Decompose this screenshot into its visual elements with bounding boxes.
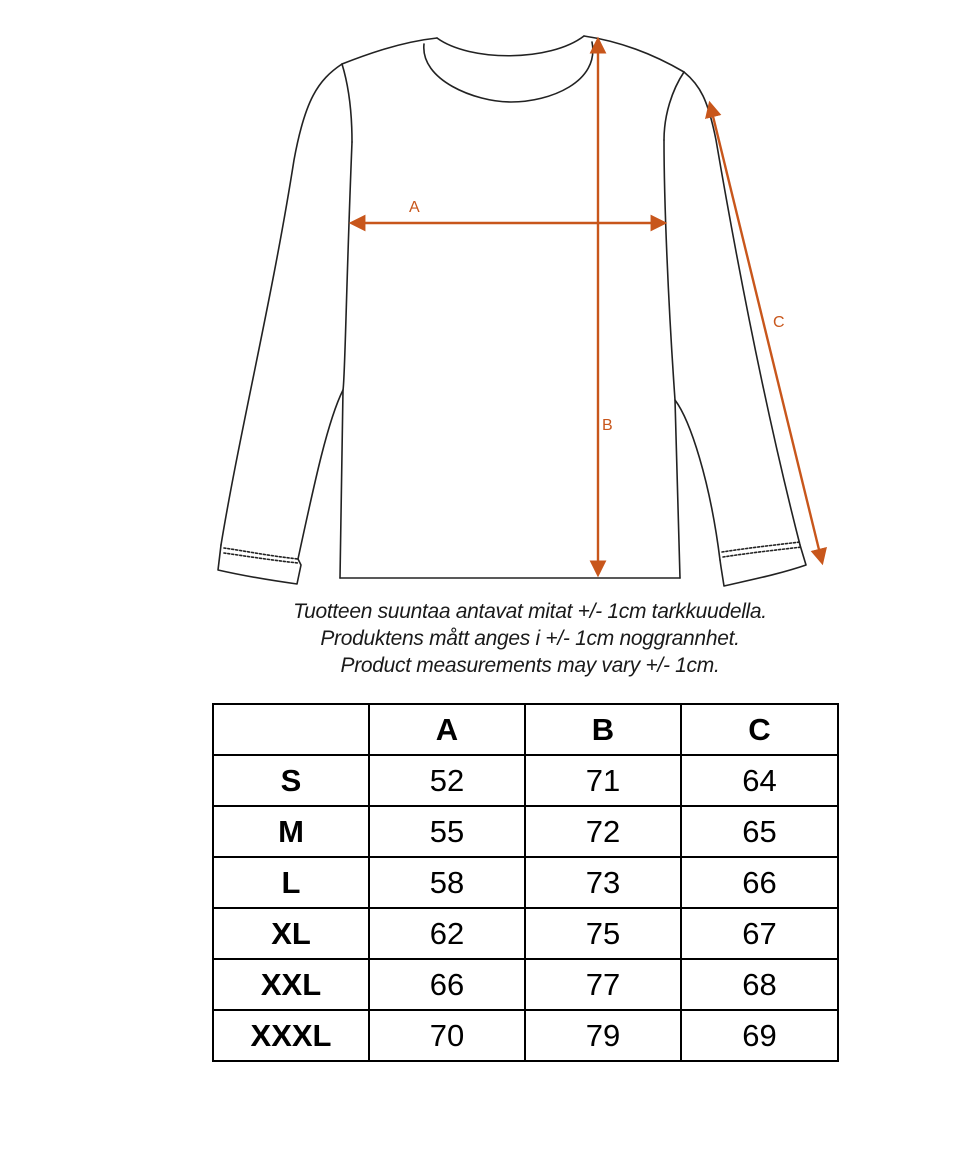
label-a: A [409, 199, 420, 216]
value-a-cell: 58 [369, 857, 525, 908]
value-c-cell: 65 [681, 806, 838, 857]
header-b: B [525, 704, 681, 755]
table-row [213, 806, 838, 857]
label-b: B [602, 417, 613, 434]
value-c-cell: 66 [681, 857, 838, 908]
measurement-notes [0, 598, 980, 679]
value-a-cell: 52 [369, 755, 525, 806]
size-cell: S [213, 755, 369, 806]
size-cell: XXL [213, 959, 369, 1010]
value-a-cell: 70 [369, 1010, 525, 1061]
value-b-cell: 77 [525, 959, 681, 1010]
note-finnish: Tuotteen suuntaa antavat mitat +/- 1cm tarkkuudella. [293, 600, 767, 623]
table-row [213, 1010, 838, 1061]
table-row [213, 755, 838, 806]
table-header-row [213, 704, 838, 755]
value-b-cell: 73 [525, 857, 681, 908]
size-cell: M [213, 806, 369, 857]
value-c-cell: 64 [681, 755, 838, 806]
value-c-cell: 69 [681, 1010, 838, 1061]
header-size [213, 704, 369, 755]
table-row [213, 908, 838, 959]
note-swedish: Produktens mått anges i +/- 1cm noggrannhet. [320, 627, 740, 650]
value-b-cell: 79 [525, 1010, 681, 1061]
value-a-cell: 55 [369, 806, 525, 857]
size-cell: L [213, 857, 369, 908]
value-a-cell: 66 [369, 959, 525, 1010]
value-c-cell: 68 [681, 959, 838, 1010]
label-c: C [773, 314, 785, 331]
header-a: A [369, 704, 525, 755]
arrow-c [710, 104, 822, 562]
value-b-cell: 75 [525, 908, 681, 959]
value-a-cell: 62 [369, 908, 525, 959]
size-chart-table [212, 703, 839, 1062]
size-cell: XL [213, 908, 369, 959]
value-b-cell: 71 [525, 755, 681, 806]
table-row [213, 959, 838, 1010]
table-row [213, 857, 838, 908]
header-c: C [681, 704, 838, 755]
value-b-cell: 72 [525, 806, 681, 857]
size-cell: XXXL [213, 1010, 369, 1061]
value-c-cell: 67 [681, 908, 838, 959]
shirt-outline [218, 36, 806, 586]
measurement-arrows [352, 40, 822, 574]
note-english: Product measurements may vary +/- 1cm. [340, 654, 720, 677]
